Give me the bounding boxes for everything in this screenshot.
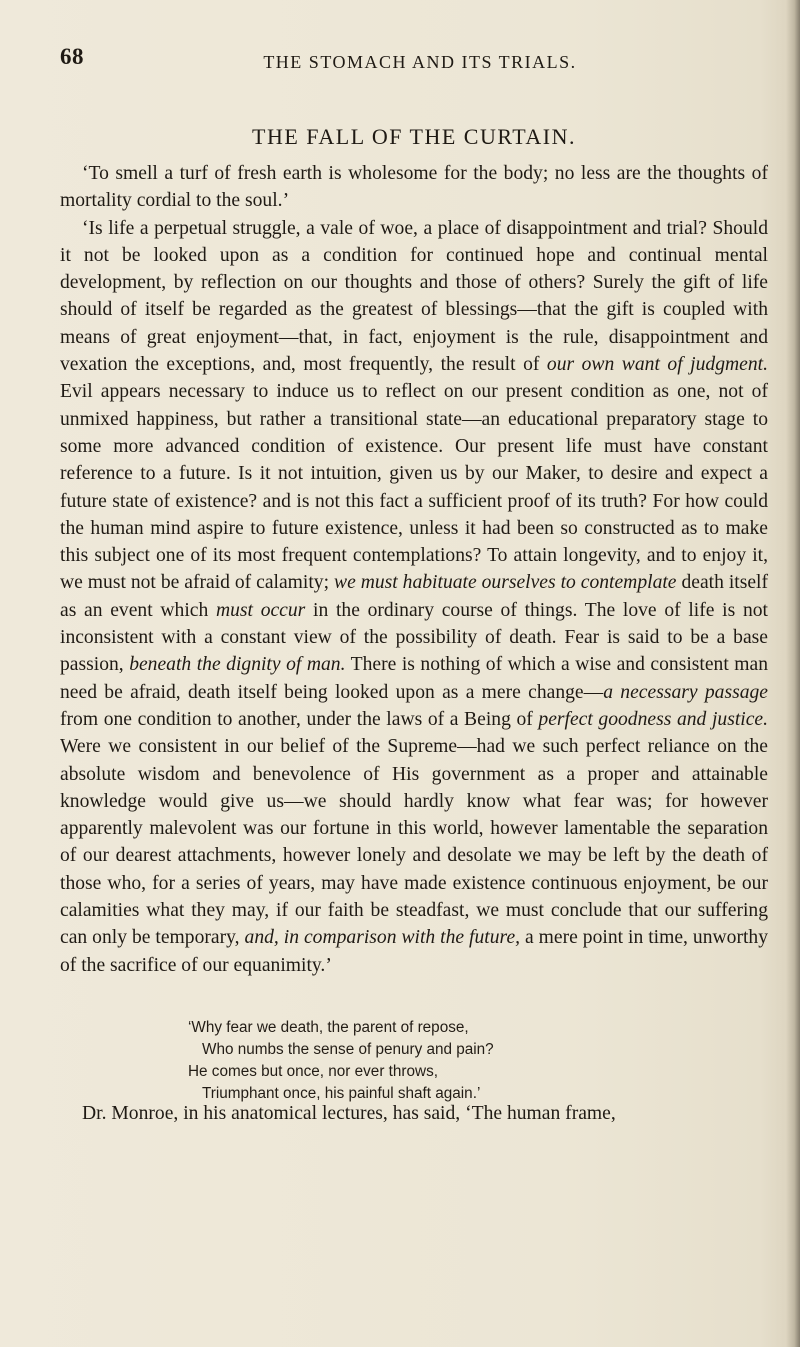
closing-line: Dr. Monroe, in his anatomical lectures, has said, ‘The human frame, (82, 1103, 616, 1124)
text-run: There is nothing of which a wise and consistent man need be afraid, death itself being looked upon as a mere change— (60, 654, 769, 703)
paragraph-main (60, 215, 768, 979)
body-text (60, 160, 768, 979)
italic-run: perfect goodness and justice. (538, 708, 768, 730)
text-run: from one condition to another, under the laws of a Being of (60, 708, 539, 730)
text-run: Were we consistent in our belief of the Supreme—had we such perfect reliance on the absolute wisdom and benevolence of His government as a proper and attainable knowledge would give us—we should hardly know what fear was; for however apparently malevolent was our fortune in this world, however lamentable the separation of our dearest attachments, however lonely and desolate we may be left by the death of those who, for a series of years, may have made existence continuous enjoyment, be our calamities what they may, if our faith be steadfast, we must conclude that our suffering can only be temporary, (60, 736, 768, 949)
italic-run: our own want of judgment. (546, 354, 768, 376)
verse-line: He comes but once, nor ever throws, (188, 1063, 438, 1080)
page-edge-shadow (786, 0, 800, 1347)
italic-run: must occur (215, 599, 306, 621)
running-title: THE STOMACH AND ITS TRIALS. (263, 52, 577, 72)
page-number: 68 (60, 44, 84, 69)
section-title: THE FALL OF THE CURTAIN. (252, 124, 576, 149)
text-run: ‘To smell a turf of fresh earth is wholesome for the body; no less are the thoughts of mortality cordial to the soul.’ (60, 163, 768, 212)
verse-line: Triumphant once, his painful shaft again.’ (202, 1085, 481, 1102)
text-run: ‘Is life a perpetual struggle, a vale of woe, a place of disappointment and trial? Should it not be looked upon as a condition for continued hope and continual mental development, by reflection on our thoughts and those of others? Surely the gift of life should of itself be regarded as the greatest of blessings—that the gift is coupled with means of great enjoyment—that, in fact, enjoyment is the rule, disappointment and vexation the exceptions, and, most frequently, the result of (60, 217, 768, 376)
text-run: Evil appears necessary to induce us to reflect on our present condition as one, not of unmixed happiness, but rather a transitional state—an educational preparatory stage to some more advanced condition of existence. Our present life must have constant reference to a future. Is it not intuition, given us by our Maker, to desire and expect a future state of existence? and is not this fact a sufficient proof of its truth? For how could the human mind aspire to future existence, unless it had been so constructed as to make this subject one of its most frequent contemplations? To attain longevity, and to enjoy it, we must not be afraid of calamity; (60, 381, 768, 594)
verse-line: Who numbs the sense of penury and pain? (202, 1041, 494, 1058)
paragraph-epigraph (60, 160, 768, 215)
verse-quotation (188, 1017, 494, 1105)
verse-line: ‘Why fear we death, the parent of repose, (188, 1019, 469, 1036)
text-run: death itself as an event which (60, 572, 769, 621)
text-run: in the ordinary course of things. The love of life is not inconsistent with a constant view of the possibility of death. Fear is said to be a base passion, (60, 599, 768, 676)
italic-run: we must habituate ourselves to contemplate (334, 572, 677, 594)
text-run: a mere point in time, unworthy of the sacrifice of our equanimity.’ (60, 927, 769, 976)
italic-run: and, in comparison with the future, (244, 927, 521, 949)
italic-run: a necessary passage (603, 681, 768, 703)
italic-run: beneath the dignity of man. (129, 654, 346, 676)
